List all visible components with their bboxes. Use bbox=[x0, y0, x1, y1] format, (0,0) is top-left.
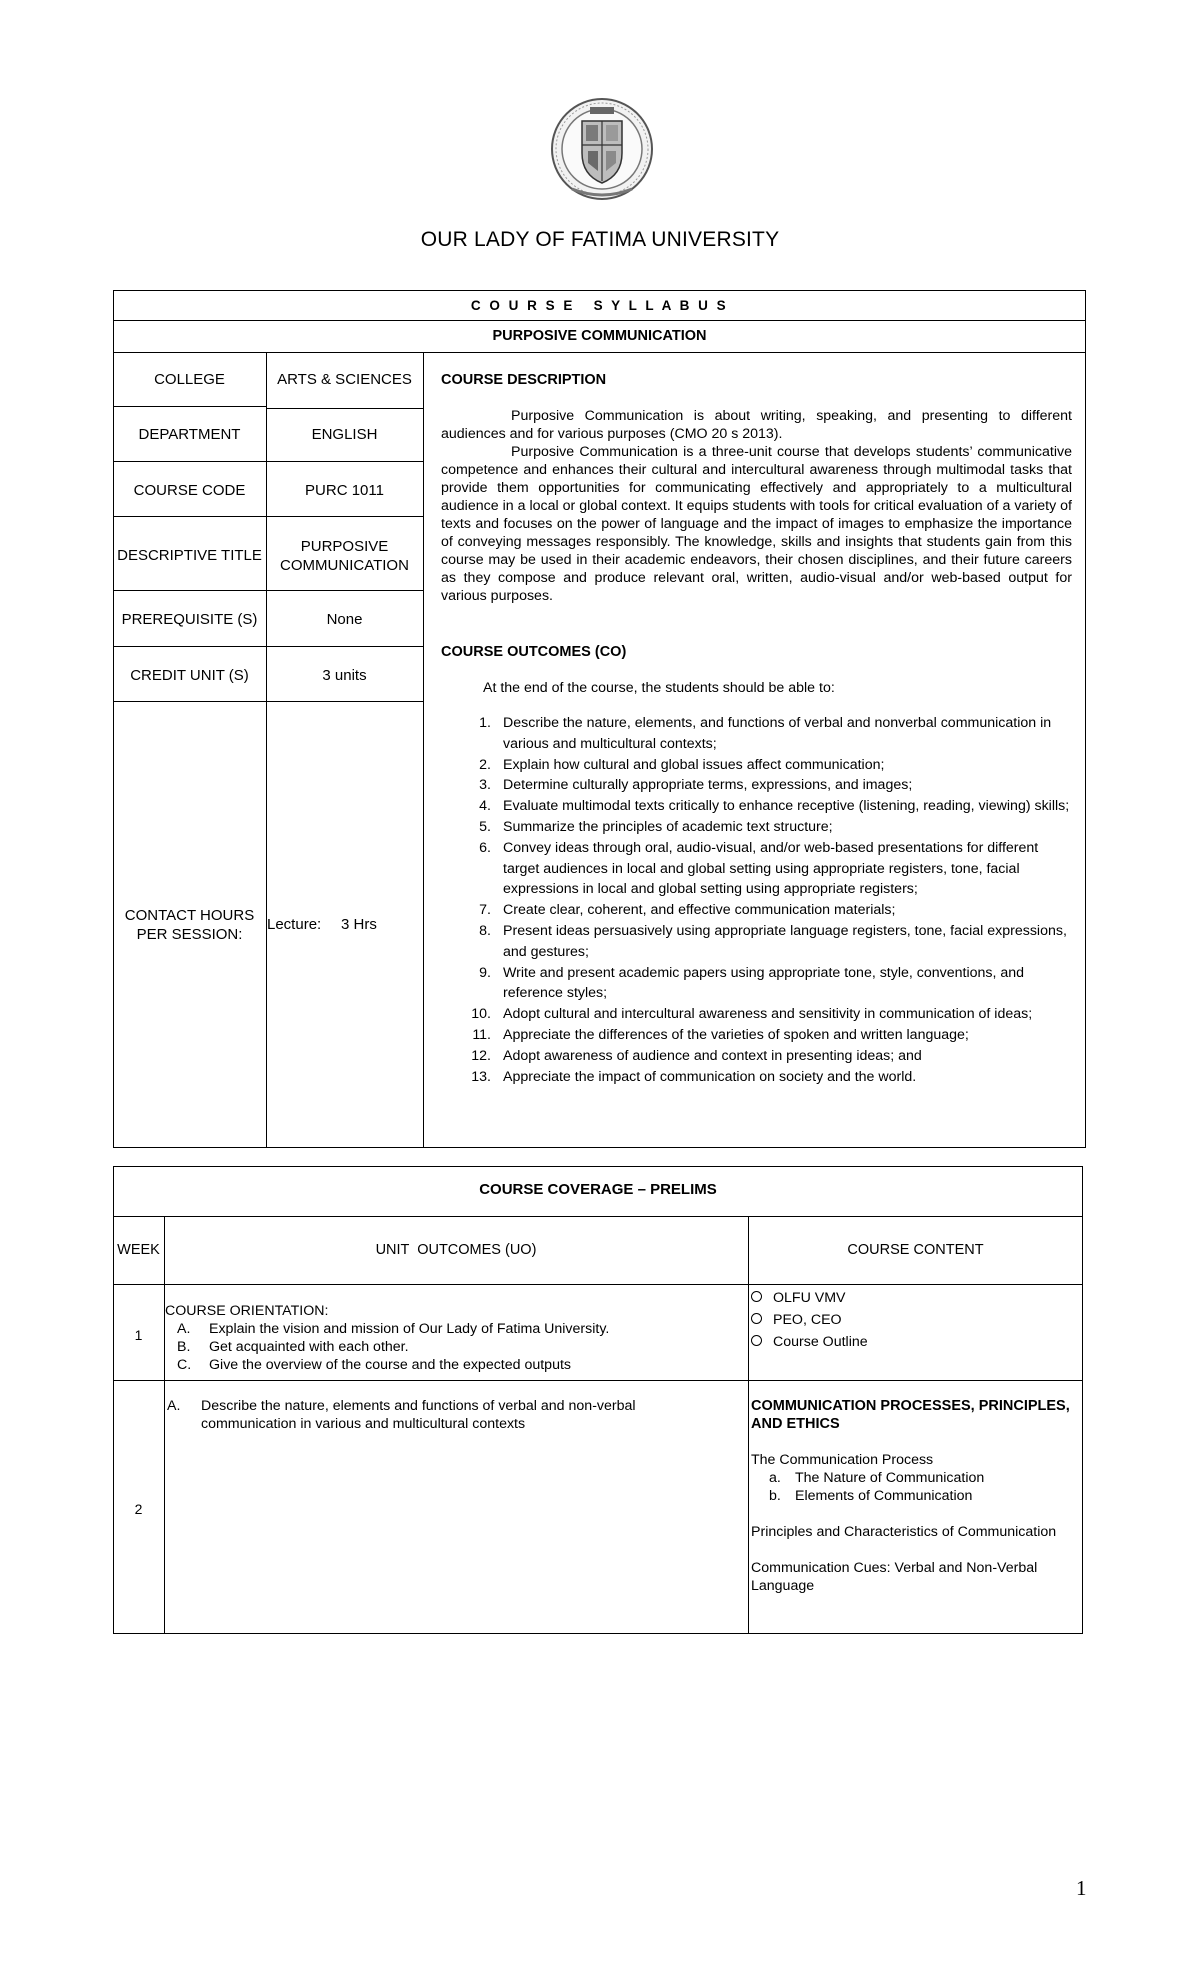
descriptive-title-value-line2: COMMUNICATION bbox=[280, 557, 409, 574]
list-item: 12. Adopt awareness of audience and context in presenting ideas; and bbox=[471, 1047, 922, 1064]
communication-processes-heading: COMMUNICATION PROCESSES, PRINCIPLES, AND ETHICS bbox=[751, 1398, 1070, 1432]
week-2-number: 2 bbox=[134, 1501, 143, 1517]
course-content-column-header: COURSE CONTENT bbox=[847, 1242, 984, 1258]
department-label: DEPARTMENT bbox=[138, 426, 241, 443]
communication-process-title: The Communication Process bbox=[751, 1452, 934, 1468]
week-1-outcomes bbox=[165, 1302, 745, 1374]
list-item: 11. Appreciate the differences of the varieties of spoken and written language; bbox=[472, 1026, 969, 1043]
course-code-label: COURSE CODE bbox=[133, 482, 246, 499]
course-outcomes-list bbox=[461, 713, 1071, 1087]
communication-cues-topic: Communication Cues: Verbal and Non-Verbal Language bbox=[751, 1560, 1038, 1594]
descriptive-title-value-line1: PURPOSIVE bbox=[300, 538, 389, 555]
course-description-paragraph-2: Purposive Communication is a three-unit course that develops students’ communicative competence and enhances their cultural and intercultural awareness through multimodal tasks that provide them opportunities for communicating effectively and appropriately to a multicultural audience in a local or global context. It equips students with tools for critical evaluation of a variety of texts and focuses on the power of language and the impact of images to emphasize the importance of conveying messages responsibly. The knowledge, skills and insights that students gain from this course may be used in their academic endeavors, their chosen disciplines, and their future careers as they compose and produce relevant oral, written, audio-visual and/or web-based output for various purposes. bbox=[441, 444, 1072, 604]
university-seal-icon bbox=[550, 95, 654, 207]
principles-topic: Principles and Characteristics of Communication bbox=[751, 1524, 1057, 1540]
page-number: 1 bbox=[1076, 1876, 1087, 1900]
course-code-value: PURC 1011 bbox=[305, 482, 384, 499]
course-outcomes-intro: At the end of the course, the students should be able to: bbox=[483, 680, 835, 696]
contact-hours-label-line2: PER SESSION: bbox=[136, 926, 243, 943]
course-orientation-heading: COURSE ORIENTATION: bbox=[165, 1303, 329, 1319]
coverage-title: COURSE COVERAGE – PRELIMS bbox=[479, 1181, 717, 1198]
list-item: b. Elements of Communication bbox=[769, 1488, 973, 1504]
list-item: 10. Adopt cultural and intercultural awareness and sensitivity in communication of ideas; bbox=[471, 1006, 1033, 1023]
department-value: ENGLISH bbox=[311, 426, 378, 443]
university-name: OUR LADY OF FATIMA UNIVERSITY bbox=[420, 228, 780, 251]
list-item: A. Explain the vision and mission of Our Lady of Fatima University. bbox=[177, 1321, 610, 1337]
descriptive-title-label: DESCRIPTIVE TITLE bbox=[117, 547, 262, 564]
course-outcomes-heading: COURSE OUTCOMES (CO) bbox=[441, 644, 627, 660]
week-1-number: 1 bbox=[134, 1327, 143, 1343]
contact-hours-label-line1: CONTACT HOURS bbox=[124, 907, 255, 924]
list-item: B. Get acquainted with each other. bbox=[177, 1339, 409, 1355]
week-column-header: WEEK bbox=[117, 1242, 160, 1258]
list-item: A. Describe the nature, elements and functions of verbal and non-verbal communication in various and multicultural contexts bbox=[167, 1398, 636, 1432]
circle-bullet-icon bbox=[751, 1313, 762, 1324]
unit-outcomes-column-header: UNIT OUTCOMES (UO) bbox=[375, 1242, 537, 1258]
list-item: 4. Evaluate multimodal texts critically to enhance receptive (listening, reading, viewing) skills; bbox=[479, 798, 1070, 815]
week-2-outcomes bbox=[165, 1397, 725, 1433]
list-item: 9. Write and present academic papers using appropriate tone, style, conventions, and reference styles; bbox=[479, 964, 1025, 1002]
week-2-content bbox=[751, 1397, 1079, 1595]
syllabus-header: C O U R S E S Y L L A B U S bbox=[470, 298, 729, 313]
list-item: Course Outline bbox=[751, 1331, 1076, 1353]
course-description bbox=[441, 407, 1072, 605]
week-1-content bbox=[751, 1287, 1076, 1353]
list-item: 5. Summarize the principles of academic text structure; bbox=[479, 818, 833, 835]
course-name: PURPOSIVE COMMUNICATION bbox=[492, 328, 707, 344]
list-item: 3. Determine culturally appropriate terms, expressions, and images; bbox=[479, 777, 913, 794]
list-item: 13. Appreciate the impact of communication on society and the world. bbox=[471, 1068, 917, 1085]
contact-hours-key: Lecture: bbox=[267, 916, 322, 933]
circle-bullet-icon bbox=[751, 1335, 762, 1346]
list-item: 6. Convey ideas through oral, audio-visual, and/or web-based presentations for different target audiences in local and global setting using appropriate registers, tone, facial expressions in local and global setting using appropriate registers; bbox=[479, 839, 1039, 898]
credit-unit-label: CREDIT UNIT (S) bbox=[130, 667, 249, 684]
course-description-paragraph-1: Purposive Communication is about writing, speaking, and presenting to different audiences and for various purposes (CMO 20 s 2013). bbox=[441, 408, 1072, 442]
list-item: C. Give the overview of the course and the expected outputs bbox=[177, 1357, 572, 1373]
prerequisite-value: None bbox=[326, 611, 363, 628]
contact-hours-value: 3 Hrs bbox=[341, 916, 377, 933]
circle-bullet-icon bbox=[751, 1291, 762, 1302]
list-item: 7. Create clear, coherent, and effective communication materials; bbox=[479, 902, 896, 919]
list-item: 2. Explain how cultural and global issues affect communication; bbox=[479, 756, 885, 773]
course-description-heading: COURSE DESCRIPTION bbox=[441, 372, 607, 388]
college-label: COLLEGE bbox=[154, 371, 225, 388]
list-item: 1. Describe the nature, elements, and functions of verbal and nonverbal communication in various and multicultural contexts; bbox=[479, 715, 1052, 752]
credit-unit-value: 3 units bbox=[322, 667, 367, 684]
prerequisite-label: PREREQUISITE (S) bbox=[121, 611, 258, 628]
list-item: a. The Nature of Communication bbox=[769, 1470, 985, 1486]
list-item: PEO, CEO bbox=[751, 1309, 1076, 1331]
college-value: ARTS & SCIENCES bbox=[277, 371, 412, 388]
list-item: 8. Present ideas persuasively using appropriate language registers, tone, facial expressions, and gestures; bbox=[479, 922, 1067, 960]
list-item: OLFU VMV bbox=[751, 1287, 1076, 1309]
